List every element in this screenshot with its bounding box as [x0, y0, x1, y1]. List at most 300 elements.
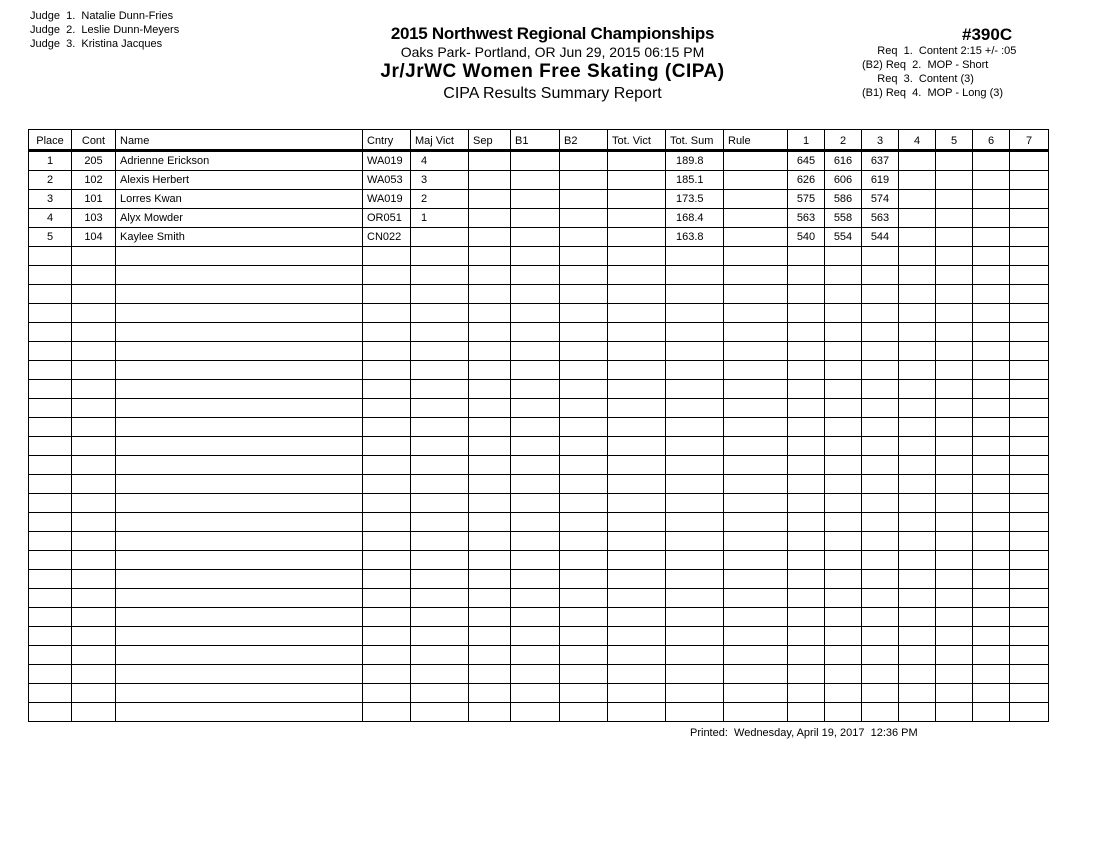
table-cell — [608, 532, 666, 551]
table-cell — [666, 532, 724, 551]
table-cell — [1010, 285, 1049, 304]
table-cell — [511, 665, 560, 684]
table-cell — [724, 665, 788, 684]
table-cell — [72, 380, 116, 399]
table-cell — [973, 342, 1010, 361]
table-cell — [608, 342, 666, 361]
table-cell — [936, 209, 973, 228]
table-cell — [29, 399, 72, 418]
table-cell — [511, 247, 560, 266]
table-cell — [363, 475, 411, 494]
table-cell — [511, 285, 560, 304]
table-cell — [1010, 361, 1049, 380]
table-cell: WA053 — [363, 171, 411, 190]
empty-row — [29, 608, 1049, 627]
event-number: #390C — [962, 25, 1013, 44]
table-cell — [973, 684, 1010, 703]
table-cell — [560, 418, 608, 437]
column-header: 1 — [788, 130, 825, 151]
table-cell — [72, 247, 116, 266]
table-cell — [511, 304, 560, 323]
table-cell: 173.5 — [666, 190, 724, 209]
table-cell: 185.1 — [666, 171, 724, 190]
table-cell — [899, 551, 936, 570]
table-cell — [411, 646, 469, 665]
table-cell — [973, 228, 1010, 247]
table-cell — [724, 475, 788, 494]
table-cell — [363, 646, 411, 665]
table-cell — [666, 247, 724, 266]
table-cell — [899, 437, 936, 456]
table-cell — [116, 684, 363, 703]
table-cell — [469, 532, 511, 551]
table-cell — [724, 570, 788, 589]
table-cell — [72, 437, 116, 456]
table-cell — [862, 646, 899, 665]
table-cell — [29, 551, 72, 570]
table-cell — [973, 513, 1010, 532]
table-cell: CN022 — [363, 228, 411, 247]
table-cell — [511, 684, 560, 703]
table-cell — [724, 437, 788, 456]
table-cell — [29, 608, 72, 627]
table-cell — [608, 437, 666, 456]
table-cell — [469, 323, 511, 342]
table-cell — [973, 361, 1010, 380]
table-cell: 205 — [72, 151, 116, 171]
table-cell — [560, 285, 608, 304]
table-cell — [1010, 513, 1049, 532]
table-cell — [973, 190, 1010, 209]
table-cell — [1010, 532, 1049, 551]
table-cell — [560, 608, 608, 627]
table-cell — [1010, 684, 1049, 703]
table-cell — [29, 380, 72, 399]
table-cell — [560, 703, 608, 722]
table-cell — [72, 418, 116, 437]
table-cell — [936, 608, 973, 627]
table-cell — [511, 342, 560, 361]
table-cell — [1010, 456, 1049, 475]
table-cell — [511, 589, 560, 608]
table-cell — [560, 665, 608, 684]
table-cell — [363, 361, 411, 380]
table-cell — [973, 266, 1010, 285]
table-cell — [1010, 665, 1049, 684]
table-cell — [788, 627, 825, 646]
table-cell — [1010, 209, 1049, 228]
column-header: Cont — [72, 130, 116, 151]
table-cell — [825, 532, 862, 551]
table-cell — [862, 437, 899, 456]
requirement-1: Req 1. Content 2:15 +/- :05 — [877, 45, 1017, 57]
empty-row — [29, 266, 1049, 285]
table-cell — [1010, 418, 1049, 437]
table-cell — [363, 665, 411, 684]
table-cell — [116, 380, 363, 399]
table-cell — [724, 266, 788, 285]
table-cell — [936, 323, 973, 342]
empty-row — [29, 513, 1049, 532]
table-cell — [511, 418, 560, 437]
table-cell — [899, 608, 936, 627]
table-cell — [788, 418, 825, 437]
empty-row — [29, 304, 1049, 323]
table-cell — [29, 456, 72, 475]
table-cell — [788, 342, 825, 361]
table-cell — [116, 513, 363, 532]
table-cell — [560, 266, 608, 285]
table-cell: 3 — [411, 171, 469, 190]
table-cell — [973, 589, 1010, 608]
table-cell — [608, 608, 666, 627]
table-cell — [363, 304, 411, 323]
table-cell — [608, 380, 666, 399]
table-cell — [936, 380, 973, 399]
table-cell — [469, 380, 511, 399]
table-cell — [511, 532, 560, 551]
table-cell — [666, 551, 724, 570]
empty-row — [29, 418, 1049, 437]
table-cell — [560, 513, 608, 532]
column-header: Rule — [724, 130, 788, 151]
table-cell — [862, 342, 899, 361]
table-cell — [936, 684, 973, 703]
table-cell — [1010, 228, 1049, 247]
table-cell — [608, 247, 666, 266]
table-cell: 574 — [862, 190, 899, 209]
table-cell — [72, 532, 116, 551]
requirement-3: Req 3. Content (3) — [877, 73, 974, 85]
table-cell — [411, 589, 469, 608]
table-cell — [363, 266, 411, 285]
table-cell — [825, 494, 862, 513]
table-cell — [411, 532, 469, 551]
table-cell — [825, 703, 862, 722]
table-cell — [411, 323, 469, 342]
table-cell — [511, 703, 560, 722]
empty-row — [29, 494, 1049, 513]
table-header-row — [29, 130, 1049, 151]
table-cell — [666, 646, 724, 665]
table-cell — [862, 608, 899, 627]
column-header: 2 — [825, 130, 862, 151]
table-cell — [825, 627, 862, 646]
table-cell — [724, 209, 788, 228]
table-cell — [825, 551, 862, 570]
table-cell — [29, 513, 72, 532]
empty-row — [29, 684, 1049, 703]
table-cell — [825, 361, 862, 380]
table-cell — [411, 247, 469, 266]
table-cell — [411, 399, 469, 418]
table-cell — [608, 209, 666, 228]
table-cell: 544 — [862, 228, 899, 247]
table-cell — [116, 608, 363, 627]
championship-title: 2015 Northwest Regional Championships — [390, 24, 715, 43]
table-cell — [825, 456, 862, 475]
table-cell — [72, 475, 116, 494]
table-cell — [608, 151, 666, 171]
table-cell: 4 — [29, 209, 72, 228]
table-cell — [724, 151, 788, 171]
table-cell — [1010, 323, 1049, 342]
table-cell — [560, 456, 608, 475]
table-cell — [936, 247, 973, 266]
table-cell — [72, 684, 116, 703]
table-cell — [363, 456, 411, 475]
table-cell — [72, 703, 116, 722]
empty-row — [29, 361, 1049, 380]
table-cell — [788, 551, 825, 570]
table-cell — [666, 627, 724, 646]
table-cell — [666, 608, 724, 627]
table-cell — [469, 513, 511, 532]
table-cell — [1010, 570, 1049, 589]
table-cell — [72, 665, 116, 684]
table-cell — [666, 380, 724, 399]
table-cell — [116, 456, 363, 475]
table-cell — [511, 456, 560, 475]
table-cell — [363, 513, 411, 532]
table-cell — [724, 551, 788, 570]
table-cell — [363, 627, 411, 646]
table-cell — [411, 684, 469, 703]
column-header: 7 — [1010, 130, 1049, 151]
table-cell — [608, 627, 666, 646]
table-cell — [973, 551, 1010, 570]
table-cell — [29, 665, 72, 684]
table-cell — [608, 323, 666, 342]
table-cell — [936, 532, 973, 551]
table-cell — [511, 437, 560, 456]
table-cell — [469, 304, 511, 323]
table-cell — [825, 475, 862, 494]
table-cell — [899, 266, 936, 285]
table-cell — [411, 228, 469, 247]
empty-row — [29, 665, 1049, 684]
empty-row — [29, 703, 1049, 722]
table-cell — [116, 627, 363, 646]
table-cell — [936, 228, 973, 247]
table-cell — [469, 209, 511, 228]
table-cell — [29, 361, 72, 380]
table-cell — [411, 285, 469, 304]
table-cell — [973, 151, 1010, 171]
table-cell — [899, 323, 936, 342]
table-cell — [973, 247, 1010, 266]
table-cell — [862, 684, 899, 703]
table-cell: 540 — [788, 228, 825, 247]
table-cell — [724, 380, 788, 399]
table-cell — [936, 361, 973, 380]
empty-row — [29, 399, 1049, 418]
table-cell — [411, 475, 469, 494]
table-cell — [666, 684, 724, 703]
table-cell — [899, 513, 936, 532]
table-cell — [724, 285, 788, 304]
table-cell — [825, 323, 862, 342]
table-cell — [608, 266, 666, 285]
table-cell — [788, 437, 825, 456]
table-cell — [1010, 437, 1049, 456]
table-cell — [116, 247, 363, 266]
table-cell — [411, 266, 469, 285]
table-cell — [899, 456, 936, 475]
table-cell — [469, 285, 511, 304]
table-cell — [862, 532, 899, 551]
empty-row — [29, 570, 1049, 589]
results-table — [28, 129, 1049, 722]
table-cell — [511, 399, 560, 418]
table-cell — [511, 171, 560, 190]
table-cell — [862, 266, 899, 285]
table-cell — [116, 703, 363, 722]
table-cell — [469, 266, 511, 285]
table-cell — [608, 285, 666, 304]
column-header: 3 — [862, 130, 899, 151]
table-cell: OR051 — [363, 209, 411, 228]
table-cell — [469, 190, 511, 209]
empty-row — [29, 247, 1049, 266]
table-cell — [116, 418, 363, 437]
judge-2: Judge 2. Leslie Dunn-Meyers — [30, 24, 180, 36]
table-cell — [862, 323, 899, 342]
table-cell — [411, 608, 469, 627]
table-cell — [116, 266, 363, 285]
table-cell — [560, 228, 608, 247]
empty-row — [29, 646, 1049, 665]
table-cell — [411, 380, 469, 399]
table-cell — [560, 171, 608, 190]
table-cell — [973, 627, 1010, 646]
table-cell — [936, 437, 973, 456]
table-cell — [560, 361, 608, 380]
table-cell — [1010, 247, 1049, 266]
table-cell — [469, 399, 511, 418]
table-cell — [936, 513, 973, 532]
event-name: Jr/JrWC Women Free Skating (CIPA) — [380, 61, 725, 82]
table-cell — [825, 247, 862, 266]
table-cell — [936, 285, 973, 304]
table-cell: 1 — [29, 151, 72, 171]
table-cell — [1010, 551, 1049, 570]
table-cell — [411, 627, 469, 646]
table-cell — [363, 380, 411, 399]
table-cell — [973, 703, 1010, 722]
table-cell — [1010, 190, 1049, 209]
table-cell — [116, 323, 363, 342]
empty-row — [29, 627, 1049, 646]
table-cell — [29, 627, 72, 646]
table-cell — [116, 665, 363, 684]
table-row — [29, 190, 1049, 209]
empty-row — [29, 475, 1049, 494]
table-cell — [469, 456, 511, 475]
empty-row — [29, 342, 1049, 361]
table-cell — [936, 171, 973, 190]
table-cell — [560, 570, 608, 589]
table-cell — [936, 304, 973, 323]
table-cell — [560, 684, 608, 703]
table-cell — [469, 342, 511, 361]
table-cell — [899, 703, 936, 722]
table-cell — [511, 323, 560, 342]
table-cell — [560, 437, 608, 456]
table-cell — [560, 627, 608, 646]
table-cell — [973, 209, 1010, 228]
table-cell — [788, 646, 825, 665]
table-cell — [608, 589, 666, 608]
table-cell — [511, 513, 560, 532]
table-cell: 2 — [411, 190, 469, 209]
table-cell — [724, 532, 788, 551]
table-cell — [469, 627, 511, 646]
table-cell — [899, 570, 936, 589]
table-row — [29, 151, 1049, 171]
table-cell — [973, 285, 1010, 304]
table-cell — [825, 266, 862, 285]
table-cell — [560, 399, 608, 418]
table-cell — [899, 475, 936, 494]
table-cell — [72, 285, 116, 304]
table-cell — [666, 304, 724, 323]
table-row — [29, 228, 1049, 247]
table-cell — [899, 380, 936, 399]
table-cell: 586 — [825, 190, 862, 209]
table-cell — [511, 209, 560, 228]
table-cell — [411, 304, 469, 323]
table-cell — [724, 361, 788, 380]
empty-row — [29, 532, 1049, 551]
table-cell — [899, 209, 936, 228]
table-cell — [363, 247, 411, 266]
empty-row — [29, 437, 1049, 456]
table-cell — [724, 513, 788, 532]
table-cell — [469, 151, 511, 171]
table-cell — [511, 151, 560, 171]
table-cell: 554 — [825, 228, 862, 247]
table-cell: 2 — [29, 171, 72, 190]
table-cell: Adrienne Erickson — [116, 151, 363, 171]
table-cell: 3 — [29, 190, 72, 209]
table-cell — [560, 494, 608, 513]
column-header: Name — [116, 130, 363, 151]
column-header: B1 — [511, 130, 560, 151]
table-cell: 606 — [825, 171, 862, 190]
table-cell — [411, 418, 469, 437]
table-cell — [560, 323, 608, 342]
table-cell — [511, 361, 560, 380]
table-cell — [411, 513, 469, 532]
table-cell — [116, 646, 363, 665]
table-cell — [862, 418, 899, 437]
table-cell — [899, 361, 936, 380]
table-cell — [825, 304, 862, 323]
table-cell — [116, 437, 363, 456]
table-cell — [560, 551, 608, 570]
table-cell — [608, 399, 666, 418]
table-cell — [560, 646, 608, 665]
table-cell — [72, 513, 116, 532]
table-cell — [825, 342, 862, 361]
table-cell — [608, 190, 666, 209]
table-cell — [560, 532, 608, 551]
table-cell — [363, 323, 411, 342]
table-cell — [936, 665, 973, 684]
table-cell — [29, 703, 72, 722]
table-cell — [1010, 494, 1049, 513]
